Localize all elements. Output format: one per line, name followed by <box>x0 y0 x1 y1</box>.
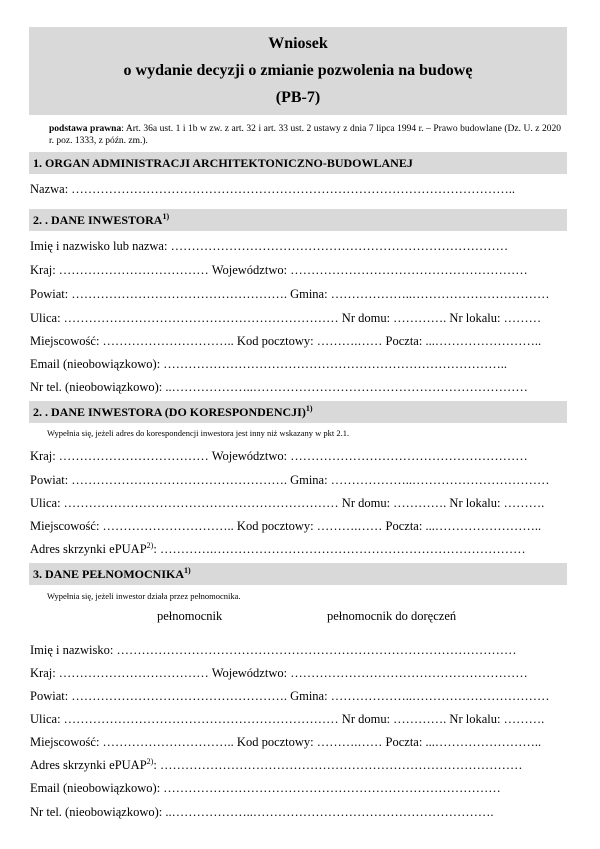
investor-name-field[interactable]: Imię i nazwisko lub nazwa: ……………………………………………………………………… <box>30 239 509 253</box>
footnote-ref: 2) <box>146 756 154 766</box>
form-header <box>29 27 567 115</box>
investor-email-field[interactable]: Email (nieobowiązkowo): ……………………………………………………………………….. <box>30 357 508 371</box>
section-correspondence-title <box>29 401 567 423</box>
proxy-street-field[interactable]: Ulica: ………………………………………………………… Nr domu: …………. Nr lokalu: ………. <box>30 712 545 726</box>
corr-city-field[interactable]: Miejscowość: ………………………….. Kod pocztowy: ……….…… Poczta: ...…………………….. <box>30 519 542 533</box>
investor-phone-field[interactable]: Nr tel. (nieobowiązkowo): ..………………..………………………………………………………… <box>30 380 528 394</box>
epuap-dots: : ………….………………………………………………………………… <box>153 542 526 556</box>
footnote-ref: 1) <box>162 212 170 221</box>
investor-country-field[interactable]: Kraj: ……………………………… Województwo: ………………………………………………… <box>30 263 528 277</box>
organ-name-field[interactable]: Nazwa: …………………………………………………………………………………………….. <box>30 182 516 196</box>
legal-basis-label: podstawa prawna <box>49 124 122 134</box>
delivery-proxy-option[interactable]: pełnomocnik do doręczeń <box>327 609 457 623</box>
proxy-epuap-field[interactable] <box>30 758 522 773</box>
proxy-country-field[interactable]: Kraj: ……………………………… Województwo: ………………………………………………… <box>30 666 528 680</box>
legal-basis-text: : Art. 36a ust. 1 i 1b w zw. z art. 32 i art. 33 ust. 2 ustawy z dnia 7 lipca 1994 r. – Prawo budowlane (Dz. U. z 2020 r. poz. 1333, z późn. zm.). <box>49 124 561 146</box>
corr-country-field[interactable]: Kraj: ……………………………… Województwo: ………………………………………………… <box>30 449 528 463</box>
legal-basis <box>49 123 561 147</box>
footnote-ref: 1) <box>305 404 313 413</box>
form-title: Wniosek <box>268 35 328 52</box>
epuap-label: Adres skrzynki ePUAP <box>30 758 147 772</box>
footnote-ref: 2) <box>146 540 154 550</box>
correspondence-note: Wypełnia się, jeżeli adres do korespondencji inwestora jest inny niż wskazany w pkt 2.1. <box>47 428 350 438</box>
section-proxy-label: 3. DANE PEŁNOMOCNIKA <box>33 567 185 581</box>
corr-county-field[interactable]: Powiat: ……………………………………………. Gmina: ………………..…………………………… <box>30 473 550 487</box>
form-subtitle: o wydanie decyzji o zmianie pozwolenia na budowę <box>123 62 473 79</box>
section-organ-title: 1. ORGAN ADMINISTRACJI ARCHITEKTONICZNO-BUDOWLANEJ <box>29 152 567 174</box>
corr-epuap-field[interactable] <box>30 542 526 557</box>
form-code: (PB-7) <box>275 89 321 106</box>
section-proxy-title <box>29 563 567 585</box>
proxy-name-field[interactable]: Imię i nazwisko: …………………………………………………………………………………… <box>30 643 517 657</box>
section-investor-label: 2. . DANE INWESTORA <box>33 213 163 227</box>
section-investor-title <box>29 209 567 231</box>
corr-street-field[interactable]: Ulica: ………………………………………………………… Nr domu: …………. Nr lokalu: ………. <box>30 496 545 510</box>
section-correspondence-label: 2. . DANE INWESTORA (DO KORESPONDENCJI) <box>33 405 306 419</box>
proxy-note: Wypełnia się, jeżeli inwestor działa przez pełnomocnika. <box>47 591 241 601</box>
proxy-option[interactable]: pełnomocnik <box>157 609 223 623</box>
proxy-email-field[interactable]: Email (nieobowiązkowo): ……………………………………………………………………… <box>30 781 501 795</box>
investor-city-field[interactable]: Miejscowość: ………………………….. Kod pocztowy: ……….…… Poczta: ...…………………….. <box>30 334 542 348</box>
investor-county-field[interactable]: Powiat: ……………………………………………. Gmina: ………………..…………………………… <box>30 287 550 301</box>
investor-street-field[interactable]: Ulica: ………………………………………………………… Nr domu: …………. Nr lokalu: ……… <box>30 311 542 325</box>
proxy-phone-field[interactable]: Nr tel. (nieobowiązkowo): ..………………..…………………………………………………. <box>30 805 494 819</box>
proxy-city-field[interactable]: Miejscowość: ………………………….. Kod pocztowy: ……….…… Poczta: ...…………………….. <box>30 735 542 749</box>
epuap-dots: : …………………………………………………………………………… <box>153 758 523 772</box>
epuap-label: Adres skrzynki ePUAP <box>30 542 147 556</box>
footnote-ref: 1) <box>184 566 191 575</box>
proxy-county-field[interactable]: Powiat: ……………………………………………. Gmina: ………………..…………………………… <box>30 689 550 703</box>
